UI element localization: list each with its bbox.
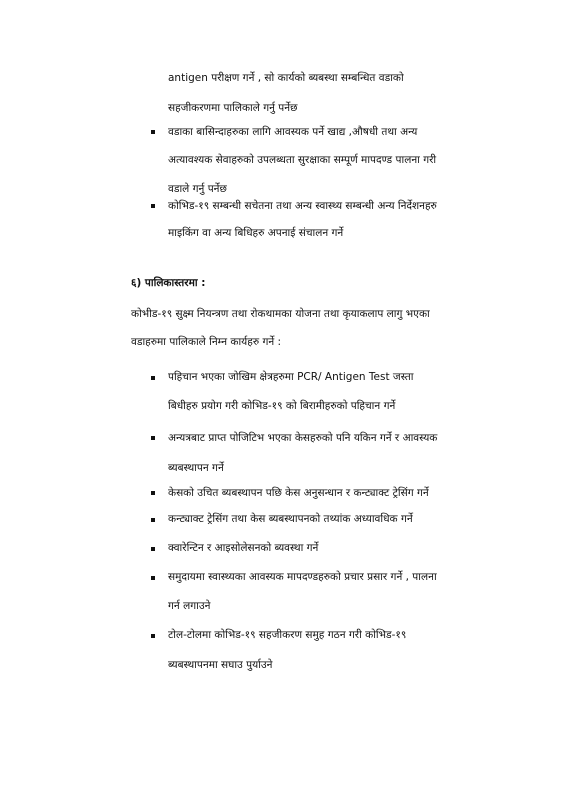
section-bullet-line: क्वारेन्टिन र आइसोलेसनको ब्यवस्था गर्ने <box>168 542 319 554</box>
bullet-marker <box>151 130 155 134</box>
bullet-marker <box>151 376 155 380</box>
section-bullet-line: ब्यबस्थापन गर्ने <box>168 462 224 474</box>
section-bullet-line: अन्यत्रबाट प्राप्त पोजिटिभ भएका केसहरुको पनि यकिन गर्ने र आवस्यक <box>168 432 438 444</box>
bullet-marker <box>151 634 155 638</box>
bullet-marker <box>151 576 155 580</box>
section-bullet-line: बिधीहरु प्रयोग गरी कोभिड-१९ को बिरामीहरुको पहिचान गर्ने <box>168 400 396 412</box>
bullet-marker <box>151 547 155 551</box>
section-bullet-line: कन्ट्याक्ट ट्रेसिंग तथा केस ब्यबस्थापनको तथ्यांक अध्यावधिक गर्ने <box>168 513 413 525</box>
continuation-line: सहजीकरणमा पालिकाले गर्नु पर्नेछ <box>168 102 298 114</box>
section-bullet-line: गर्न लगाउने <box>168 600 211 612</box>
bullet-marker <box>151 204 155 208</box>
section-bullet-line: टोल-टोलमा कोभिड-१९ सहजीकरण समुह गठन गरी कोभिड-१९ <box>168 629 407 641</box>
bullet-marker <box>151 518 155 522</box>
section-intro-line: कोभीड-१९ सुक्ष्म नियन्त्रण तथा रोकथामका योजना तथा कृयाकलाप लागु भएका <box>131 308 430 320</box>
section-bullet-line: समुदायमा स्वास्थ्यका आवस्यक मापदण्डहरुको प्रचार प्रसार गर्ने , पालना <box>168 571 437 583</box>
section-intro-line: वडाहरुमा पालिकाले निम्न कार्यहरु गर्ने : <box>131 336 282 348</box>
bullet-marker <box>151 491 155 495</box>
ward-bullet-line: माइकिंग वा अन्य बिधिहरु अपनाई संचालन गर्ने <box>168 227 344 239</box>
section-bullet-line: केसको उचित ब्यबस्थापन पछि केस अनुसन्धान र कन्ट्याक्ट ट्रेसिंग गर्ने <box>168 487 429 499</box>
ward-bullet-line: कोभिड-१९ सम्बन्धी सचेतना तथा अन्य स्वास्थ्य सम्बन्धी अन्य निर्देशनहरु <box>168 200 437 212</box>
section-bullet-line: ब्यबस्थापनमा सघाउ पुर्याउने <box>168 659 273 671</box>
section-heading: ६) पालिकास्तरमा : <box>131 277 206 289</box>
ward-bullet-line: वडाले गर्नु पर्नेछ <box>168 183 227 195</box>
ward-bullet-line: अत्यावश्यक सेवाहरुको उपलब्धता सुरक्षाका सम्पूर्ण मापदण्ड पालना गरी <box>168 154 437 166</box>
section-bullet-line: पहिचान भएका जोखिम क्षेत्रहरुमा PCR/ Antigen Test जस्ता <box>168 371 414 383</box>
ward-bullet-line: वडाका बासिन्दाहरुका लागि आवस्यक पर्ने खाद्य ,औषधी तथा अन्य <box>168 126 418 138</box>
continuation-line: antigen परीक्षण गर्ने , सो कार्यको ब्यबस्था सम्बन्धित वडाको <box>168 72 404 84</box>
bullet-marker <box>151 436 155 440</box>
